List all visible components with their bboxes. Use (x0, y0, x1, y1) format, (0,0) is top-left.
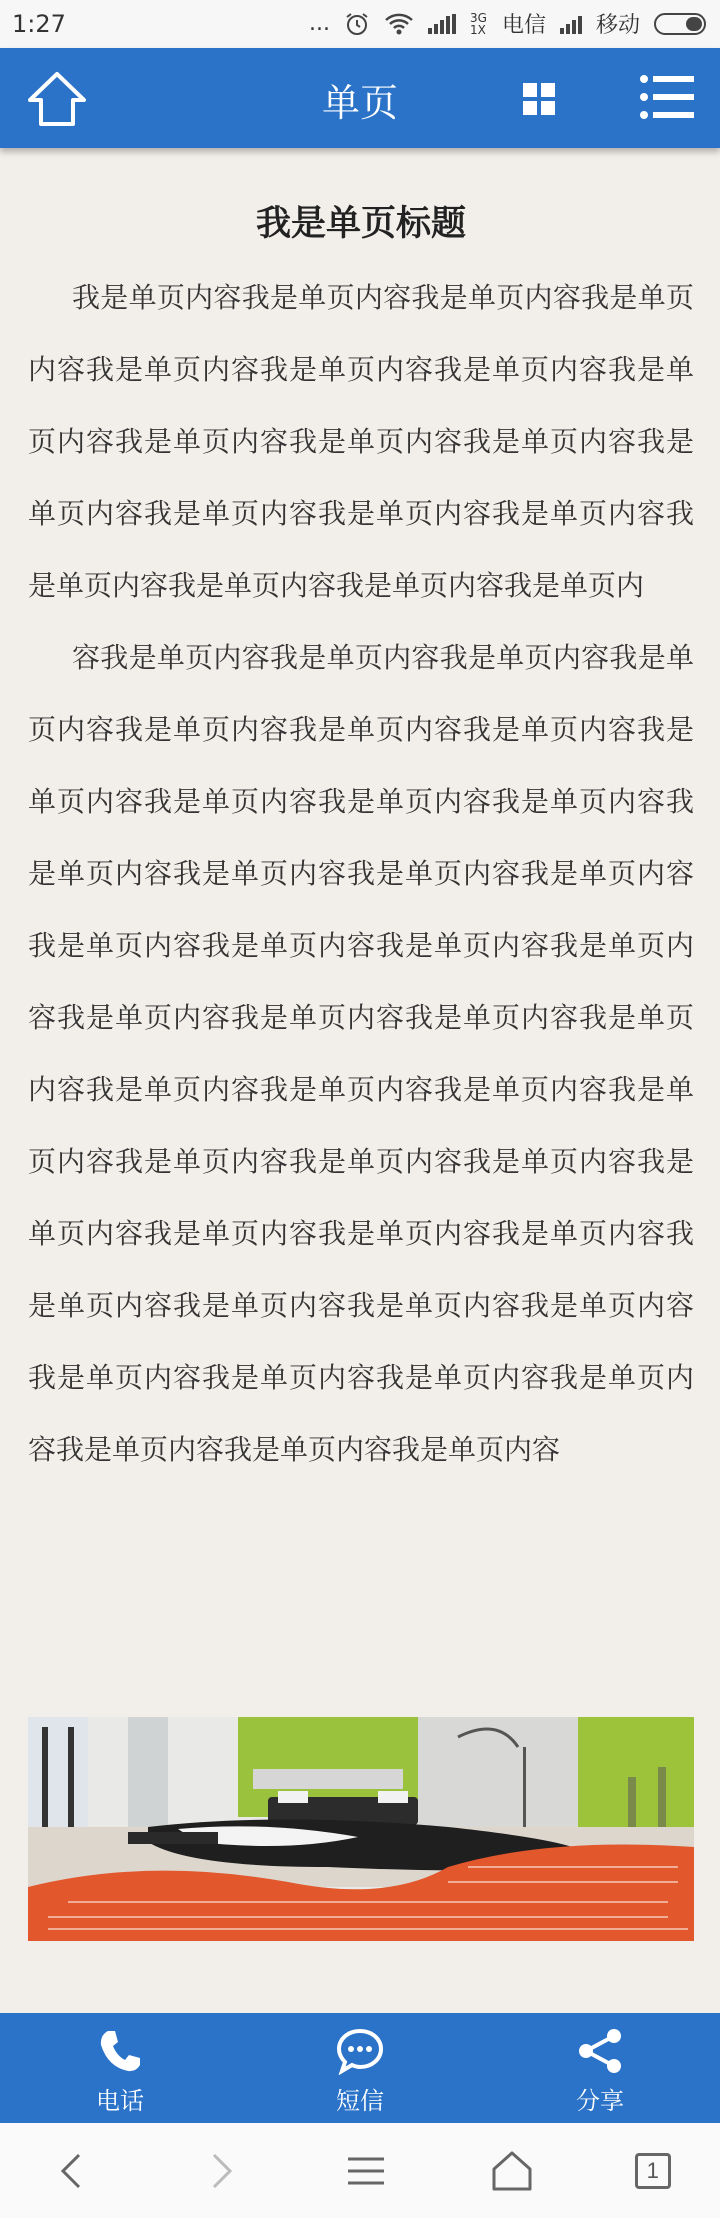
browser-nav-bar (0, 2123, 720, 2218)
carrier-1: 电信 (501, 13, 546, 38)
alarm-icon (344, 11, 370, 37)
share-icon (576, 2027, 624, 2075)
tab-count: 1 (646, 2157, 659, 2183)
page-title-bar: 单页 (321, 81, 398, 125)
wifi-icon (384, 12, 414, 36)
menu-icon[interactable] (342, 2147, 390, 2195)
more-dots: ... (308, 11, 330, 36)
share-button[interactable] (480, 2013, 720, 2123)
share-label: 分享 (576, 2087, 624, 2115)
signal-icon (428, 14, 456, 34)
sms-button[interactable] (240, 2013, 480, 2123)
status-icons (309, 8, 706, 39)
article (28, 196, 694, 1486)
phone-icon (96, 2027, 144, 2075)
sms-label: 短信 (336, 2087, 384, 2115)
home-nav-icon[interactable] (488, 2147, 536, 2195)
tabs-button[interactable] (635, 2153, 671, 2189)
battery-icon (654, 13, 706, 35)
article-paragraph-1: 我是单页内容我是单页内容我是单页内容我是单页内容我是单页内容我是单页内容我是单页内容我是单页内容我是单页内容我是单页内容我是单页内容我是单页内容我是单页内容我是单页内容我是单页内容我是单页内容我是单页内容我是单页内容我是单页内 (28, 281, 694, 602)
forward-icon[interactable] (196, 2147, 244, 2195)
phone-button[interactable] (0, 2013, 240, 2123)
top-bar (0, 48, 720, 148)
status-time: 1:27 (12, 10, 66, 38)
status-bar (0, 0, 720, 48)
article-paragraph-2: 容我是单页内容我是单页内容我是单页内容我是单页内容我是单页内容我是单页内容我是单页内容我是单页内容我是单页内容我是单页内容我是单页内容我是单页内容我是单页内容我是单页内容我是单页内容我是单页内容我是单页内容我是单页内容我是单页内容我是单页内容我是单页内容我是单页内容我是单页内容我是单页内容我是单页内容我是单页内容我是单页内容我是单页内容我是单页内容我是单页内容我是单页内容我是单页内容我是单页内容我是单页内容我是单页内容我是单页内容我是单页内容我是单页内容我是单页内容我是单页内容我是单页内容我是单页内容我是单页内容我是单页内容我是单页内容 (28, 641, 694, 1466)
carrier-2: 移动 (595, 13, 640, 38)
back-icon[interactable] (49, 2147, 97, 2195)
grid-icon[interactable] (523, 83, 555, 115)
article-title: 我是单页标题 (255, 204, 466, 244)
menu-list-icon[interactable] (640, 74, 694, 120)
network-type: 3G 1X (469, 10, 487, 37)
article-image (28, 1717, 694, 1941)
sms-icon (336, 2027, 384, 2075)
bottom-action-bar (0, 2013, 720, 2123)
phone-label: 电话 (96, 2087, 144, 2115)
signal-icon-2 (560, 14, 582, 34)
